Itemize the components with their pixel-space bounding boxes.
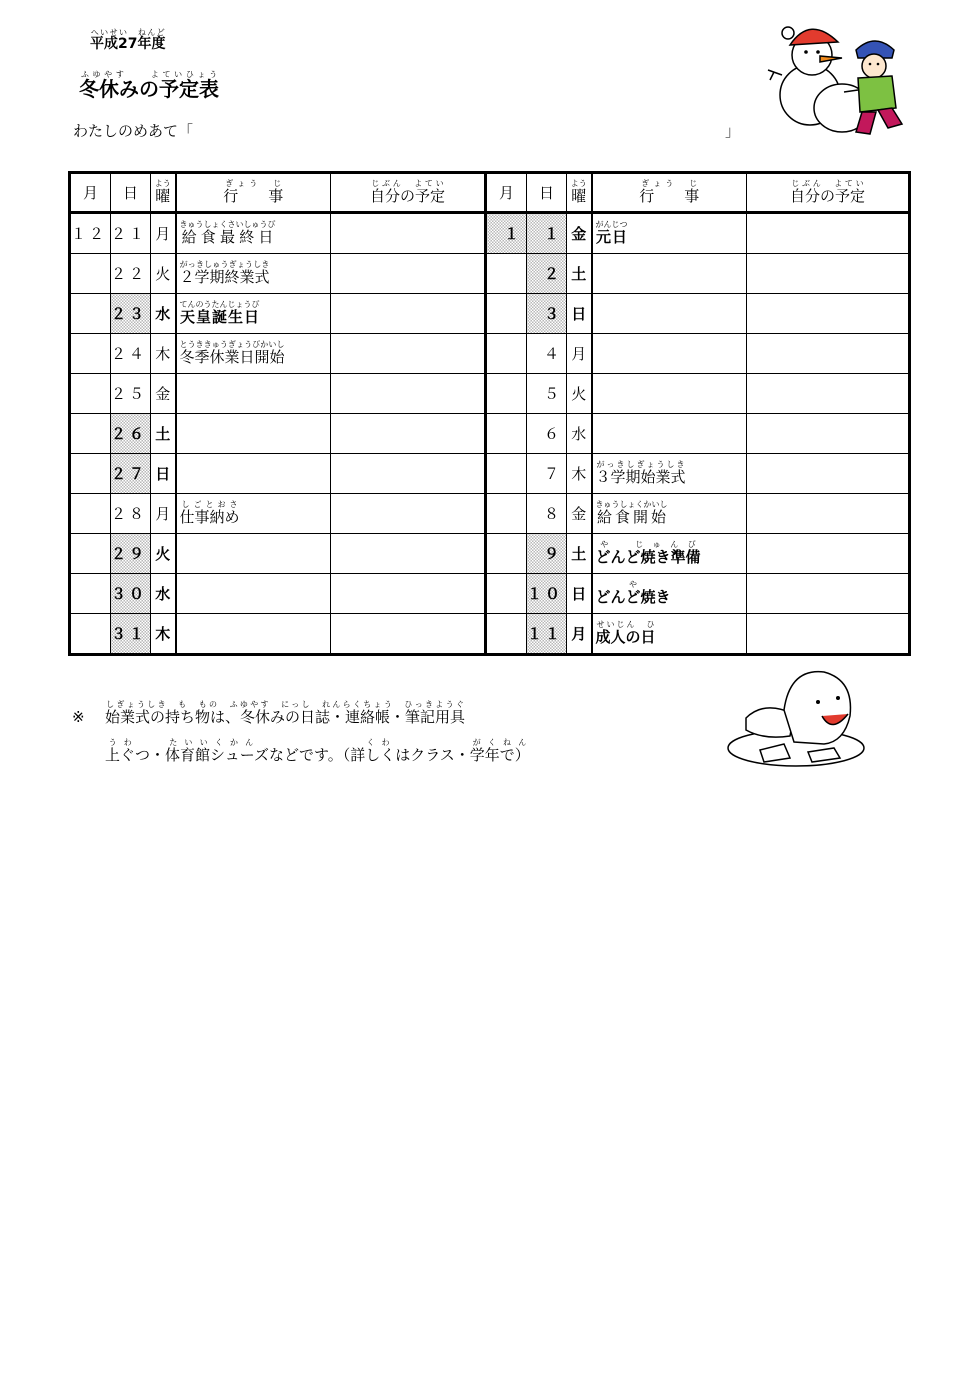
table-row bbox=[70, 494, 910, 534]
header-month: 月 bbox=[70, 173, 111, 213]
month-cell bbox=[486, 374, 527, 414]
goal-label: わたしのめあて「 bbox=[73, 122, 194, 140]
event-cell: 仕事納めしごとおさ bbox=[176, 494, 331, 534]
weekday-cell: 木 bbox=[151, 334, 176, 374]
day-cell: １ bbox=[527, 213, 567, 254]
day-cell: ３０ bbox=[111, 574, 151, 614]
event-cell bbox=[592, 374, 747, 414]
plan-cell[interactable] bbox=[747, 534, 910, 574]
weekday-cell: 木 bbox=[151, 614, 176, 655]
weekday-cell: 金 bbox=[567, 213, 592, 254]
plan-cell[interactable] bbox=[331, 614, 486, 655]
event-cell bbox=[176, 374, 331, 414]
day-cell: ３ bbox=[527, 294, 567, 334]
month-cell bbox=[486, 414, 527, 454]
note-mark: ※ bbox=[72, 708, 85, 726]
plan-cell[interactable] bbox=[331, 254, 486, 294]
event-cell: 元日がんじつ bbox=[592, 213, 747, 254]
month-cell: １２ bbox=[70, 213, 111, 254]
header-events: 行 事ぎょう じ bbox=[176, 173, 331, 213]
weekday-cell: 日 bbox=[567, 294, 592, 334]
day-cell: ５ bbox=[527, 374, 567, 414]
table-row bbox=[70, 574, 910, 614]
weekday-cell: 土 bbox=[151, 414, 176, 454]
header-month: 月 bbox=[486, 173, 527, 213]
plan-cell[interactable] bbox=[331, 213, 486, 254]
event-cell: 天皇誕生日てんのうたんじょうび bbox=[176, 294, 331, 334]
school-year: 平成27年度へいせい ねんど bbox=[90, 28, 166, 52]
table-row bbox=[70, 454, 910, 494]
day-cell: ２５ bbox=[111, 374, 151, 414]
day-cell: ２２ bbox=[111, 254, 151, 294]
weekday-cell: 木 bbox=[567, 454, 592, 494]
vacation-schedule-table bbox=[68, 171, 911, 656]
weekday-cell: 水 bbox=[567, 414, 592, 454]
weekday-cell: 水 bbox=[151, 294, 176, 334]
month-cell bbox=[70, 574, 111, 614]
table-row bbox=[70, 213, 910, 254]
table-row bbox=[70, 614, 910, 655]
event-cell: ２学期終業式がっきしゅうぎょうしき bbox=[176, 254, 331, 294]
plan-cell[interactable] bbox=[747, 254, 910, 294]
month-cell: １ bbox=[486, 213, 527, 254]
day-cell: ２８ bbox=[111, 494, 151, 534]
event-cell bbox=[592, 334, 747, 374]
weekday-cell: 水 bbox=[151, 574, 176, 614]
month-cell bbox=[486, 454, 527, 494]
day-cell: ２３ bbox=[111, 294, 151, 334]
month-cell bbox=[70, 374, 111, 414]
event-cell bbox=[176, 614, 331, 655]
snow-face-icon bbox=[724, 658, 874, 773]
day-cell: ７ bbox=[527, 454, 567, 494]
month-cell bbox=[70, 454, 111, 494]
header-plan: 自分の予定じぶん よてい bbox=[747, 173, 910, 213]
event-cell: 給食開始きゅうしょくかいし bbox=[592, 494, 747, 534]
plan-cell[interactable] bbox=[747, 374, 910, 414]
day-cell: ２７ bbox=[111, 454, 151, 494]
header-weekday: 曜よう bbox=[567, 173, 592, 213]
plan-cell[interactable] bbox=[331, 534, 486, 574]
event-cell bbox=[592, 414, 747, 454]
plan-cell[interactable] bbox=[331, 454, 486, 494]
header-weekday: 曜よう bbox=[151, 173, 176, 213]
header-events: 行 事ぎょう じ bbox=[592, 173, 747, 213]
month-cell bbox=[486, 494, 527, 534]
plan-cell[interactable] bbox=[747, 294, 910, 334]
month-cell bbox=[486, 334, 527, 374]
month-cell bbox=[70, 334, 111, 374]
month-cell bbox=[486, 614, 527, 655]
day-cell: ２９ bbox=[111, 534, 151, 574]
event-cell: どんど焼きや bbox=[592, 574, 747, 614]
event-cell bbox=[592, 254, 747, 294]
month-cell bbox=[70, 294, 111, 334]
plan-cell[interactable] bbox=[331, 494, 486, 534]
plan-cell[interactable] bbox=[747, 454, 910, 494]
weekday-cell: 火 bbox=[567, 374, 592, 414]
event-cell: 給食最終日きゅうしょくさいしゅうび bbox=[176, 213, 331, 254]
event-cell bbox=[176, 574, 331, 614]
table-row bbox=[70, 294, 910, 334]
event-cell: ３学期始業式がっきしぎょうしき bbox=[592, 454, 747, 494]
plan-cell[interactable] bbox=[747, 574, 910, 614]
table-row bbox=[70, 254, 910, 294]
weekday-cell: 日 bbox=[151, 454, 176, 494]
day-cell: １０ bbox=[527, 574, 567, 614]
plan-cell[interactable] bbox=[331, 294, 486, 334]
note-line-1: 始業式の持ち物は、冬休みの日誌・連絡帳・筆記用具しぎょうしき も もの ふゆやす にっし れんらくちょう ひっきようぐ bbox=[105, 700, 466, 726]
plan-cell[interactable] bbox=[331, 334, 486, 374]
weekday-cell: 土 bbox=[567, 254, 592, 294]
weekday-cell: 日 bbox=[567, 574, 592, 614]
header-day: 日 bbox=[111, 173, 151, 213]
weekday-cell: 月 bbox=[567, 334, 592, 374]
day-cell: ３１ bbox=[111, 614, 151, 655]
plan-cell[interactable] bbox=[331, 574, 486, 614]
month-cell bbox=[70, 614, 111, 655]
month-cell bbox=[486, 574, 527, 614]
month-cell bbox=[70, 414, 111, 454]
event-cell bbox=[176, 454, 331, 494]
plan-cell[interactable] bbox=[331, 374, 486, 414]
event-cell: どんど焼き準備や じゅんび bbox=[592, 534, 747, 574]
day-cell: ２ bbox=[527, 254, 567, 294]
day-cell: ６ bbox=[527, 414, 567, 454]
day-cell: ２６ bbox=[111, 414, 151, 454]
month-cell bbox=[486, 534, 527, 574]
header-day: 日 bbox=[527, 173, 567, 213]
plan-cell[interactable] bbox=[331, 414, 486, 454]
event-cell bbox=[592, 294, 747, 334]
event-cell: 冬季休業日開始とうききゅうぎょうびかいし bbox=[176, 334, 331, 374]
weekday-cell: 月 bbox=[151, 213, 176, 254]
event-cell bbox=[176, 414, 331, 454]
plan-cell[interactable] bbox=[747, 334, 910, 374]
month-cell bbox=[70, 254, 111, 294]
table-row bbox=[70, 334, 910, 374]
weekday-cell: 月 bbox=[567, 614, 592, 655]
day-cell: １１ bbox=[527, 614, 567, 655]
event-cell bbox=[176, 534, 331, 574]
weekday-cell: 土 bbox=[567, 534, 592, 574]
day-cell: ２４ bbox=[111, 334, 151, 374]
plan-cell[interactable] bbox=[747, 414, 910, 454]
weekday-cell: 火 bbox=[151, 254, 176, 294]
plan-cell[interactable] bbox=[747, 494, 910, 534]
event-cell: 成人の日せいじん ひ bbox=[592, 614, 747, 655]
month-cell bbox=[486, 294, 527, 334]
month-cell bbox=[70, 534, 111, 574]
plan-cell[interactable] bbox=[747, 213, 910, 254]
month-cell bbox=[70, 494, 111, 534]
weekday-cell: 月 bbox=[151, 494, 176, 534]
table-row bbox=[70, 534, 910, 574]
plan-cell[interactable] bbox=[747, 614, 910, 655]
month-cell bbox=[486, 254, 527, 294]
day-cell: ８ bbox=[527, 494, 567, 534]
table-row bbox=[70, 374, 910, 414]
note-line-2: 上ぐつ・体育館シューズなどです。（詳しくはクラス・学年で）うわ たいいくかん くわ がくねん bbox=[105, 738, 530, 764]
weekday-cell: 火 bbox=[151, 534, 176, 574]
page-title: 冬休みの予定表ふゆやす よていひょう bbox=[79, 70, 219, 101]
header-plan: 自分の予定じぶん よてい bbox=[331, 173, 486, 213]
weekday-cell: 金 bbox=[151, 374, 176, 414]
day-cell: ４ bbox=[527, 334, 567, 374]
header-row bbox=[70, 173, 910, 213]
weekday-cell: 金 bbox=[567, 494, 592, 534]
goal-close-bracket: 」 bbox=[725, 122, 741, 140]
day-cell: ２１ bbox=[111, 213, 151, 254]
table-row bbox=[70, 414, 910, 454]
day-cell: ９ bbox=[527, 534, 567, 574]
snowman-and-child-icon bbox=[760, 0, 920, 150]
